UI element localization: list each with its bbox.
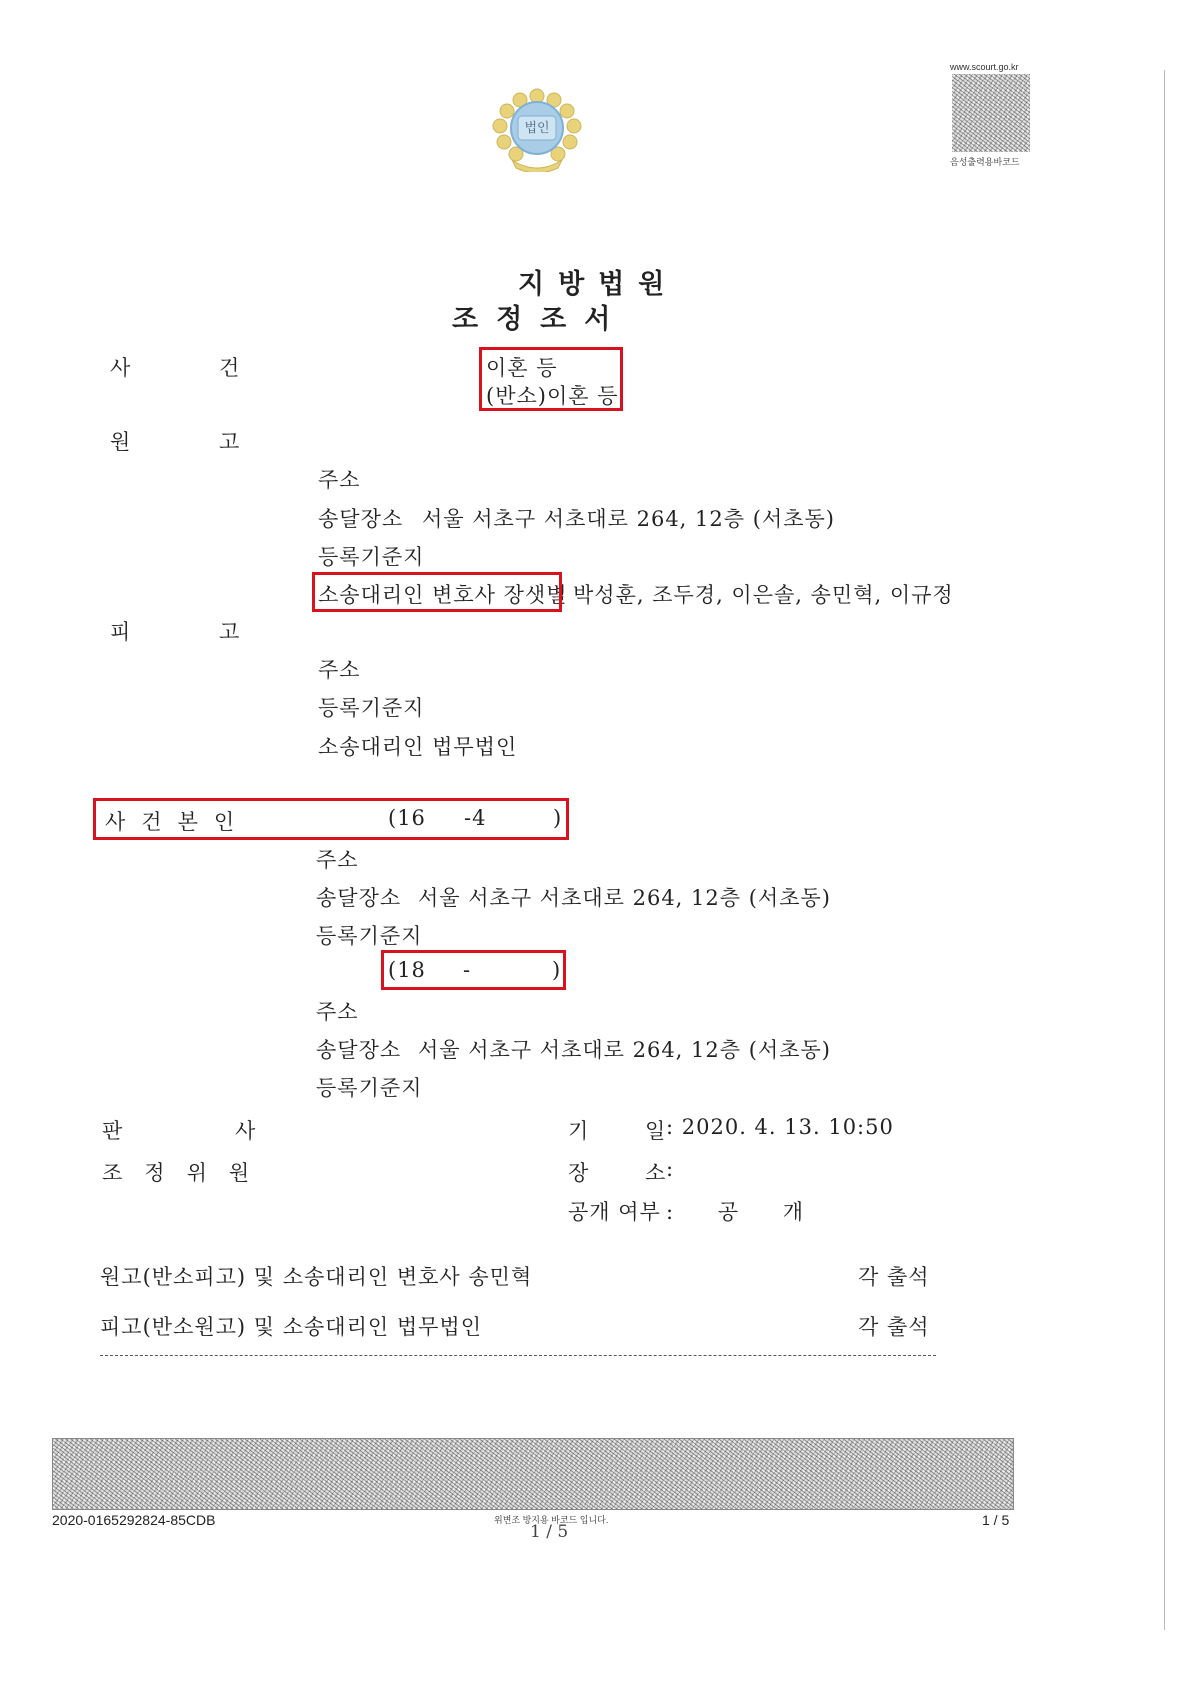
page-number: 1 / 5 bbox=[982, 1512, 1010, 1528]
defendant-agent: 소송대리인 법무법인 bbox=[318, 735, 518, 759]
date-label: 기 일 bbox=[568, 1119, 667, 1143]
center-page-number: 1 / 5 bbox=[530, 1522, 569, 1542]
public-value: : 공 개 bbox=[666, 1200, 804, 1224]
document-title: 조정조서 bbox=[452, 304, 629, 335]
plaintiff-label: 원 고 bbox=[110, 430, 241, 454]
plaintiff-registry-label: 등록기준지 bbox=[318, 545, 425, 569]
principal1-registry-label: 등록기준지 bbox=[316, 924, 423, 948]
principal2-delivery-address: 서울 서초구 서초대로 264, 12층 (서초동) bbox=[418, 1038, 831, 1062]
principal2-address-label: 주소 bbox=[316, 1000, 359, 1024]
attendance-status: 각 출석 bbox=[858, 1265, 930, 1289]
plaintiff-delivery-label: 송달장소 bbox=[318, 507, 404, 531]
defendant-registry-label: 등록기준지 bbox=[318, 696, 425, 720]
seal-text: 법인 bbox=[524, 120, 550, 135]
anti-forgery-barcode bbox=[52, 1438, 1014, 1510]
principal1-id-close: ) bbox=[553, 806, 563, 830]
plaintiff-agent: 소송대리인 변호사 장샛별 bbox=[318, 583, 568, 607]
principal1-delivery-label: 송달장소 bbox=[316, 886, 402, 910]
attendance-status: 각 출석 bbox=[858, 1315, 930, 1339]
principal2-highlight-box bbox=[381, 950, 566, 990]
plaintiff-delivery-address: 서울 서초구 서초대로 264, 12층 (서초동) bbox=[422, 507, 835, 531]
court-name: 지방법원 bbox=[518, 269, 679, 300]
place-value: : bbox=[666, 1157, 675, 1181]
principal2-id-mid: - bbox=[463, 958, 472, 982]
date-value: : 2020. 4. 13. 10:50 bbox=[666, 1115, 894, 1139]
principal2-id-close: ) bbox=[552, 958, 562, 982]
defendant-label: 피 고 bbox=[110, 620, 241, 644]
public-label: 공개 여부 bbox=[568, 1200, 661, 1224]
qr-code bbox=[952, 74, 1030, 152]
principal1-delivery-address: 서울 서초구 서초대로 264, 12층 (서초동) bbox=[418, 886, 831, 910]
plaintiff-other-lawyers: 박성훈, 조두경, 이은솔, 송민혁, 이규정 bbox=[573, 583, 954, 607]
judge-label: 판 사 bbox=[102, 1119, 257, 1143]
case-name-line1: 이혼 등 bbox=[486, 356, 558, 380]
place-label: 장 소 bbox=[568, 1161, 667, 1185]
defendant-address-label: 주소 bbox=[318, 658, 361, 682]
court-seal bbox=[482, 86, 592, 172]
page-edge-line bbox=[1164, 70, 1165, 1630]
document-id: 2020-0165292824-85CDB bbox=[52, 1512, 216, 1528]
barcode-note: 위변조 방지용 바코드 입니다. bbox=[494, 1515, 609, 1525]
attendance-line: 원고(반소피고) 및 소송대리인 변호사 송민혁 bbox=[100, 1265, 533, 1289]
principal1-highlight-box bbox=[93, 798, 569, 840]
attendance-line: 피고(반소원고) 및 소송대리인 법무법인 bbox=[100, 1315, 482, 1339]
principal2-registry-label: 등록기준지 bbox=[316, 1076, 423, 1100]
qr-caption: 음성출력용바코드 bbox=[950, 157, 1020, 167]
principal-label: 사건본인 bbox=[105, 810, 251, 834]
principal2-id-open: (18 bbox=[388, 958, 426, 982]
section-divider bbox=[100, 1355, 936, 1356]
case-highlight-box bbox=[479, 347, 623, 411]
plaintiff-address-label: 주소 bbox=[318, 468, 361, 492]
principal1-id-open: (16 bbox=[388, 806, 426, 830]
principal2-delivery-label: 송달장소 bbox=[316, 1038, 402, 1062]
principal1-id-mid: -4 bbox=[464, 806, 487, 830]
case-label: 사 건 bbox=[110, 356, 241, 380]
plaintiff-agent-highlight-box bbox=[312, 572, 562, 612]
case-name-line2: (반소)이혼 등 bbox=[486, 384, 619, 408]
principal1-address-label: 주소 bbox=[316, 848, 359, 872]
qr-url: www.scourt.go.kr bbox=[950, 62, 1019, 72]
mediator-label: 조정위원 bbox=[102, 1161, 272, 1185]
